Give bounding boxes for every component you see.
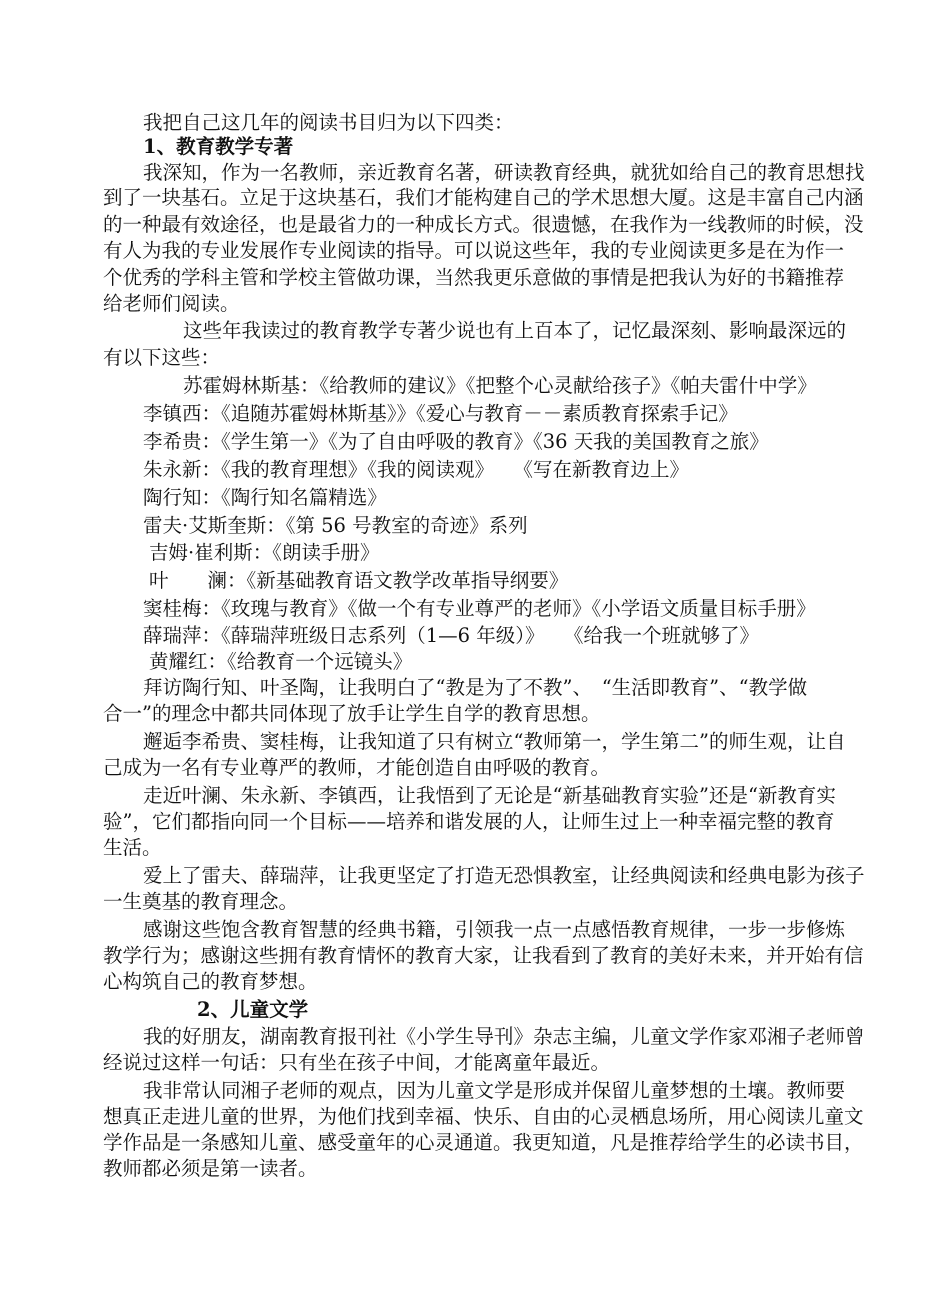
book-list-item: 李希贵：《学生第一》《为了自由呼吸的教育》《36 天我的美国教育之旅》 [143, 430, 769, 453]
paragraph-line: 走近叶澜、朱永新、李镇西，让我悟到了无论是“新基础教育实验”还是“新教育实 [143, 784, 836, 807]
paragraph-line: 我的好朋友，湖南教育报刊社《小学生导刊》杂志主编，儿童文学作家邓湘子老师曾 [143, 1025, 865, 1048]
paragraph-line: 己成为一名有专业尊严的教师，才能创造自由呼吸的教育。 [103, 756, 611, 779]
book-list-item: 苏霍姆林斯基：《给教师的建议》《把整个心灵献给孩子》《帕夫雷什中学》 [183, 374, 817, 397]
book-list-item: 雷夫·艾斯奎斯：《第 56 号教室的奇迹》系列 [143, 514, 528, 537]
book-list-item: 陶行知：《陶行知名篇精选》 [143, 486, 387, 509]
book-list-item: 吉姆·崔利斯：《朗读手册》 [149, 541, 380, 564]
paragraph-line: 这些年我读过的教育教学专著少说也有上百本了，记忆最深刻、影响最深远的 [183, 319, 847, 342]
paragraph-line: 我非常认同湘子老师的观点，因为儿童文学是形成并保留儿童梦想的土壤。教师要 [143, 1079, 846, 1102]
paragraph-line: 到了一块基石。立足于这块基石，我们才能构建自己的学术思想大厦。这是丰富自己内涵 [103, 186, 864, 209]
paragraph-line: 的一种最有效途径，也是最省力的一种成长方式。很遗憾，在我作为一线教师的时候，没 [103, 213, 864, 236]
paragraph-line: 给老师们阅读。 [103, 292, 240, 315]
section-2-heading: 2、儿童文学 [197, 998, 309, 1021]
paragraph-line: 想真正走进儿童的世界，为他们找到幸福、快乐、自由的心灵栖息场所，用心阅读儿童文 [103, 1105, 864, 1128]
paragraph-line: 感谢这些饱含教育智慧的经典书籍，引领我一点一点感悟教育规律，一步一步修炼 [143, 918, 846, 941]
paragraph-line: 验”，它们都指向同一个目标——培养和谐发展的人，让师生过上一种幸福完整的教育 [103, 810, 835, 833]
paragraph-line: 合一”的理念中都共同体现了放手让学生自学的教育思想。 [103, 702, 601, 725]
book-list-item: 叶 澜：《新基础教育语文教学改革指导纲要》 [149, 569, 569, 592]
book-list-item: 薛瑞萍：《薛瑞萍班级日志系列（1—6 年级）》 《给我一个班就够了》 [143, 624, 760, 647]
paragraph-line: 经说过这样一句话：只有坐在孩子中间，才能离童年最近。 [103, 1051, 611, 1074]
paragraph-line: 爱上了雷夫、薛瑞萍，让我更坚定了打造无恐惧教室，让经典阅读和经典电影为孩子 [143, 864, 865, 887]
book-list-item: 黄耀红：《给教育一个远镜头》 [149, 650, 413, 673]
paragraph-line: 有人为我的专业发展作专业阅读的指导。可以说这些年，我的专业阅读更多是在为作一 [103, 239, 845, 262]
paragraph-line: 个优秀的学科主管和学校主管做功课，当然我更乐意做的事情是把我认为好的书籍推荐 [103, 266, 845, 289]
paragraph-line: 教师都必须是第一读者。 [103, 1157, 318, 1180]
book-list-item: 李镇西：《追随苏霍姆林斯基》》《爱心与教育－－素质教育探索手记》 [143, 402, 738, 425]
paragraph-line: 心构筑自己的教育梦想。 [103, 970, 318, 993]
paragraph-line: 生活。 [103, 836, 162, 859]
paragraph-line: 一生奠基的教育理念。 [103, 890, 299, 913]
paragraph-line: 有以下这些： [103, 346, 221, 369]
paragraph-line: 学作品是一条感知儿童、感受童年的心灵通道。我更知道，凡是推荐给学生的必读书目， [103, 1131, 864, 1154]
intro-line: 我把自己这几年的阅读书目归为以下四类： [143, 111, 514, 134]
paragraph-line: 拜访陶行知、叶圣陶，让我明白了“教是为了不教”、 “生活即教育”、“教学做 [143, 676, 808, 699]
book-list-item: 朱永新：《我的教育理想》《我的阅读观》 《写在新教育边上》 [143, 458, 690, 481]
section-1-heading: 1、教育教学专著 [143, 135, 294, 158]
paragraph-line: 教学行为；感谢这些拥有教育情怀的教育大家，让我看到了教育的美好未来，并开始有信 [103, 944, 864, 967]
book-list-item: 窦桂梅：《玫瑰与教育》《做一个有专业尊严的老师》《小学语文质量目标手册》 [143, 597, 816, 620]
paragraph-line: 我深知，作为一名教师，亲近教育名著，研读教育经典，就犹如给自己的教育思想找 [143, 161, 865, 184]
paragraph-line: 邂逅李希贵、窦桂梅，让我知道了只有树立“教师第一，学生第二”的师生观，让自 [143, 730, 846, 753]
